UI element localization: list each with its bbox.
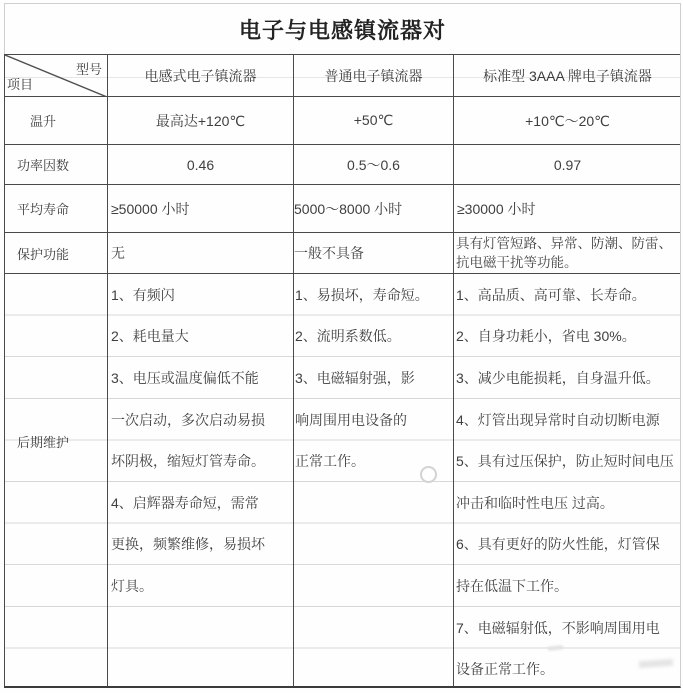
protection-line: 具有灯管短路、异常、防潮、防雷、 xyxy=(456,236,672,251)
watermark-circle xyxy=(420,466,437,483)
row-maintenance xyxy=(4,273,680,688)
list-item: 2、自身功耗小，省电 30%。 xyxy=(456,328,636,345)
list-item: 持在低温下工作。 xyxy=(456,577,568,594)
column-header-standard-3aaa: 标准型 3AAA 牌电子镇流器 xyxy=(453,55,681,96)
row-average-life xyxy=(4,184,680,232)
table-header-row xyxy=(4,54,680,96)
corner-header-cell xyxy=(5,55,107,96)
cell-value: +50℃ xyxy=(293,97,453,144)
cell-value: 一般不具备 xyxy=(293,233,453,273)
corner-label-item: 项目 xyxy=(7,77,34,92)
list-item: 一次启动，多次启动易损 xyxy=(111,411,265,428)
list-item: 1、易损坏，寿命短。 xyxy=(295,286,429,303)
list-item: 2、耗电量大 xyxy=(111,328,189,345)
list-item: 2、流明系数低。 xyxy=(295,328,401,345)
list-item: 响周围用电设备的 xyxy=(295,411,407,428)
column-header-inductive: 电感式电子镇流器 xyxy=(107,55,293,96)
cell-value: 5000～8000 小时 xyxy=(293,185,453,232)
cell-value: ≥30000 小时 xyxy=(453,185,681,232)
cell-value: 0.97 xyxy=(453,145,681,184)
list-item: 3、电压或温度偏低不能 xyxy=(111,369,259,386)
list-item: 3、电磁辐射强，影 xyxy=(295,369,415,386)
list-item: 正常工作。 xyxy=(295,453,365,470)
row-temperature-rise xyxy=(4,96,680,144)
list-item: 更换，频繁维修，易损坏 xyxy=(111,536,265,553)
cell-value xyxy=(453,233,681,273)
maintenance-col-inductive xyxy=(107,274,293,688)
list-item: 5、具有过压保护，防止短时间电压 xyxy=(456,453,674,470)
list-item: 1、有频闪 xyxy=(111,286,175,303)
cell-value: +10℃～20℃ xyxy=(453,97,681,144)
list-item: 6、具有更好的防火性能，灯管保 xyxy=(456,536,660,553)
table-title: 电子与电感镇流器对 xyxy=(238,17,446,43)
column-header-ordinary: 普通电子镇流器 xyxy=(293,55,453,96)
list-item: 灯具。 xyxy=(111,577,153,594)
row-label: 平均寿命 xyxy=(16,202,69,217)
row-power-factor xyxy=(4,144,680,184)
row-label: 功率因数 xyxy=(16,158,69,173)
maintenance-col-standard-3aaa xyxy=(453,274,681,688)
row-protection xyxy=(4,232,680,273)
list-item: 冲击和临时性电压 过高。 xyxy=(456,494,614,511)
cell-value: 0.5～0.6 xyxy=(293,145,453,184)
list-item: 1、高品质、高可靠、长寿命。 xyxy=(456,286,646,303)
table-title-row xyxy=(4,4,680,54)
row-label: 保护功能 xyxy=(16,246,69,262)
cell-value: 最高达+120℃ xyxy=(107,97,293,144)
cell-value: 无 xyxy=(107,233,293,273)
row-label: 后期维护 xyxy=(16,435,69,450)
list-item: 4、启辉器寿命短，需常 xyxy=(111,494,259,511)
cell-value: ≥50000 小时 xyxy=(107,185,293,232)
list-item: 3、减少电能损耗，自身温升低。 xyxy=(456,369,660,386)
cell-value: 0.46 xyxy=(107,145,293,184)
protection-line: 抗电磁干扰等功能。 xyxy=(456,255,578,270)
corner-label-model: 型号 xyxy=(75,62,102,77)
list-item: 设备正常工作。 xyxy=(456,661,554,678)
row-label-cell xyxy=(5,274,107,688)
row-label: 温升 xyxy=(29,114,56,129)
list-item: 4、灯管出现异常时自动切断电源 xyxy=(456,411,660,428)
list-item: 坏阴极，缩短灯管寿命。 xyxy=(111,453,265,470)
ballast-comparison-table xyxy=(4,3,681,688)
list-item: 7、电磁辐射低，不影响周围用电 xyxy=(456,619,660,636)
